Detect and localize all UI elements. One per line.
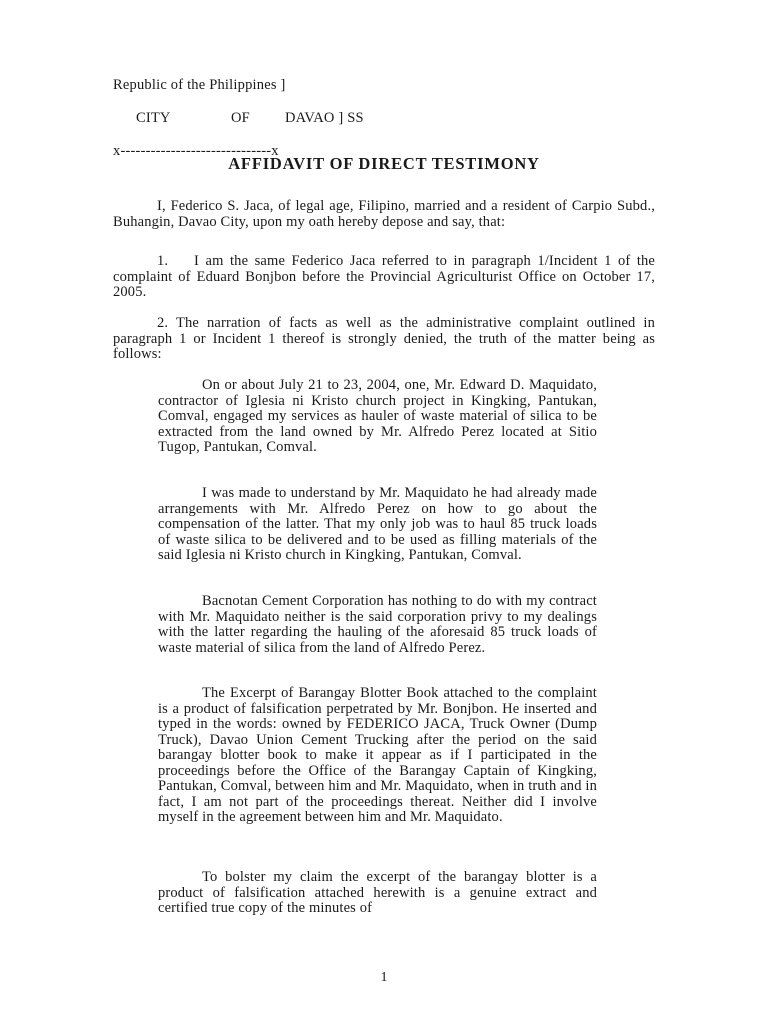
sub-paragraph-3: Bacnotan Cement Corporation has nothing to do with my contract with Mr. Maquidato neither is the said corporation privy to my dealings with the latter regarding the hauling of the aforesaid 85 truck loads of waste material of silica from the land of Alfredo Perez.: [158, 593, 597, 656]
sub-paragraph-4: The Excerpt of Barangay Blotter Book attached to the complaint is a product of falsification perpetrated by Mr. Bonjbon. He inserted and typed in the words: owned by FEDERICO JACA, Truck Owner (Dump Truck), Davao Union Cement Trucking after the period on the said barangay blotter book to make it appear as if I participated in the proceedings before the Office of the Barangay Captain of Kingking, Pantukan, Comval, between him and Mr. Maquidato, when in truth and in fact, I am not part of the proceedings thereat. Neither did I involve myself in the agreement between him and Mr. Maquidato.: [158, 685, 597, 825]
paragraph-1: 1. I am the same Federico Jaca referred to in paragraph 1/Incident 1 of the complaint of Eduard Bonjbon before the Provincial Agriculturist Office on October 17, 2005.: [113, 253, 659, 300]
sub-paragraph-2: I was made to understand by Mr. Maquidato he had already made arrangements with Mr. Alfredo Perez on how to go about the compensation of the latter. That my only job was to haul 85 truck loads of waste silica to be delivered and to be used as filling materials of the said Iglesia ni Kristo church in Kingking, Pantukan, Comval.: [158, 485, 597, 563]
sub-paragraph-5: To bolster my claim the excerpt of the barangay blotter is a product of falsification attached herewith is a genuine extract and certified true copy of the minutes of: [158, 869, 597, 916]
caption-davao: DAVAO ] SS: [284, 110, 364, 126]
intro-paragraph: I, Federico S. Jaca, of legal age, Filipino, married and a resident of Carpio Subd., Buhangin, Davao City, upon my oath hereby depose and say, that:: [113, 198, 655, 230]
venue-caption: [113, 77, 364, 160]
paragraph-2: 2. The narration of facts as well as the administrative complaint outlined in paragraph 1 or Incident 1 thereof is strongly denied, the truth of the matter being as follows:: [113, 315, 655, 362]
caption-republic-line: Republic of the Philippines ]: [113, 77, 286, 93]
caption-city: CITY: [135, 110, 171, 126]
caption-separator: x------------------------------x: [113, 143, 279, 159]
sub-paragraph-1: On or about July 21 to 23, 2004, one, Mr. Edward D. Maquidato, contractor of Iglesia ni Kristo church project in Kingking, Pantukan, Comval, engaged my services as hauler of waste material of silica to be extracted from the land owned by Mr. Alfredo Perez located at Sitio Tugop, Pantukan, Comval.: [158, 377, 597, 455]
page-number: 1: [380, 970, 388, 985]
caption-of: OF: [230, 110, 250, 126]
caption-city-line: [113, 94, 364, 144]
document-title: AFFIDAVIT OF DIRECT TESTIMONY: [228, 154, 540, 173]
